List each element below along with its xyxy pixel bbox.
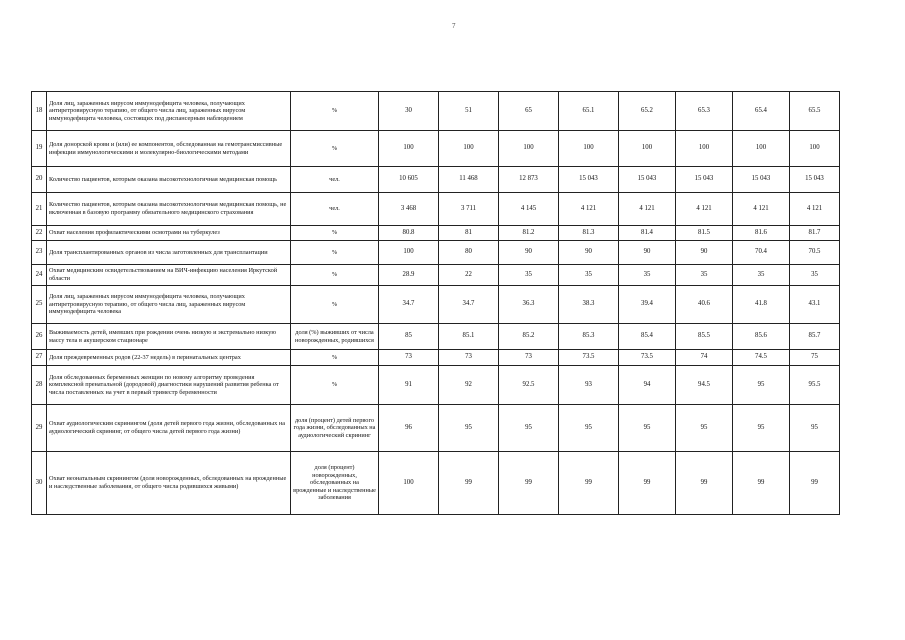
- value-cell: 15 043: [619, 167, 676, 193]
- value-cell: 28.9: [379, 265, 439, 286]
- value-cell: 65.4: [733, 92, 790, 131]
- value-cell: 85.2: [499, 324, 559, 350]
- unit-cell: чел.: [291, 167, 379, 193]
- table-row: [32, 452, 840, 515]
- unit-cell: %: [291, 366, 379, 405]
- value-cell: 74: [676, 350, 733, 366]
- value-cell: 15 043: [676, 167, 733, 193]
- value-cell: 35: [619, 265, 676, 286]
- unit-cell: %: [291, 92, 379, 131]
- value-cell: 95: [676, 405, 733, 452]
- value-cell: 41.8: [733, 286, 790, 324]
- unit-cell: %: [291, 350, 379, 366]
- value-cell: 4 121: [559, 193, 619, 226]
- value-cell: 81.2: [499, 226, 559, 241]
- row-number: 18: [32, 92, 47, 131]
- unit-cell: %: [291, 286, 379, 324]
- value-cell: 10 605: [379, 167, 439, 193]
- value-cell: 85.6: [733, 324, 790, 350]
- value-cell: 100: [379, 452, 439, 515]
- value-cell: 94: [619, 366, 676, 405]
- value-cell: 95: [559, 405, 619, 452]
- value-cell: 100: [676, 131, 733, 167]
- row-number: 24: [32, 265, 47, 286]
- value-cell: 73.5: [619, 350, 676, 366]
- table-row: [32, 193, 840, 226]
- value-cell: 65.1: [559, 92, 619, 131]
- value-cell: 99: [619, 452, 676, 515]
- value-cell: 90: [676, 241, 733, 265]
- value-cell: 36.3: [499, 286, 559, 324]
- value-cell: 35: [676, 265, 733, 286]
- indicator-name: Доля лиц, зараженных вирусом иммунодефицита человека, получающих антиретровирусную терапию, от общего числа лиц, зараженных вирусом иммунодефицита человека: [47, 286, 291, 324]
- value-cell: 81.5: [676, 226, 733, 241]
- indicator-name: Охват населения профилактическими осмотрами на туберкулез: [47, 226, 291, 241]
- value-cell: 90: [619, 241, 676, 265]
- value-cell: 73: [439, 350, 499, 366]
- row-number: 30: [32, 452, 47, 515]
- value-cell: 38.3: [559, 286, 619, 324]
- value-cell: 81: [439, 226, 499, 241]
- value-cell: 35: [559, 265, 619, 286]
- value-cell: 100: [733, 131, 790, 167]
- value-cell: 99: [439, 452, 499, 515]
- unit-cell: доля (процент) детей первого года жизни, обследованных на аудиологический скрининг: [291, 405, 379, 452]
- value-cell: 95: [619, 405, 676, 452]
- value-cell: 85: [379, 324, 439, 350]
- page-number: 7: [452, 22, 456, 30]
- value-cell: 30: [379, 92, 439, 131]
- value-cell: 95: [499, 405, 559, 452]
- value-cell: 94.5: [676, 366, 733, 405]
- value-cell: 92.5: [499, 366, 559, 405]
- value-cell: 40.6: [676, 286, 733, 324]
- row-number: 19: [32, 131, 47, 167]
- value-cell: 91: [379, 366, 439, 405]
- value-cell: 81.6: [733, 226, 790, 241]
- value-cell: 65.5: [790, 92, 840, 131]
- table-row: [32, 350, 840, 366]
- indicator-name: Доля лиц, зараженных вирусом иммунодефицита человека, получающих антиретровирусную терапию, от общего числа лиц, зараженных вирусом иммунодефицита человека, состоящих под диспансерным наблюдением: [47, 92, 291, 131]
- value-cell: 15 043: [733, 167, 790, 193]
- indicator-name: Количество пациентов, которым оказана высокотехнологичная медицинская помощь: [47, 167, 291, 193]
- value-cell: 80: [439, 241, 499, 265]
- value-cell: 95: [439, 405, 499, 452]
- table-row: [32, 286, 840, 324]
- indicator-name: Охват неонатальным скринингом (доля новорожденных, обследованных на врожденные и наследственные заболевания, от общего числа родившихся живыми): [47, 452, 291, 515]
- value-cell: 73: [379, 350, 439, 366]
- indicator-name: Охват медицинским освидетельствованием на ВИЧ-инфекцию населения Иркутской области: [47, 265, 291, 286]
- value-cell: 75: [790, 350, 840, 366]
- indicator-name: Выживаемость детей, имевших при рождении очень низкую и экстремально низкую массу тела в акушерском стационаре: [47, 324, 291, 350]
- value-cell: 90: [499, 241, 559, 265]
- value-cell: 4 121: [790, 193, 840, 226]
- row-number: 22: [32, 226, 47, 241]
- value-cell: 85.3: [559, 324, 619, 350]
- table-row: [32, 405, 840, 452]
- value-cell: 81.3: [559, 226, 619, 241]
- row-number: 21: [32, 193, 47, 226]
- indicator-name: Охват аудиологическим скринингом (доля детей первого года жизни, обследованных на аудиологический скрининг, от общего числа детей первого года жизни): [47, 405, 291, 452]
- value-cell: 65.2: [619, 92, 676, 131]
- value-cell: 4 121: [733, 193, 790, 226]
- value-cell: 85.5: [676, 324, 733, 350]
- value-cell: 100: [439, 131, 499, 167]
- value-cell: 15 043: [559, 167, 619, 193]
- value-cell: 100: [619, 131, 676, 167]
- value-cell: 81.4: [619, 226, 676, 241]
- value-cell: 4 145: [499, 193, 559, 226]
- value-cell: 100: [559, 131, 619, 167]
- indicator-name: Доля трансплантированных органов из числа заготовленных для трансплантации: [47, 241, 291, 265]
- table-row: [32, 366, 840, 405]
- value-cell: 11 468: [439, 167, 499, 193]
- value-cell: 99: [499, 452, 559, 515]
- value-cell: 90: [559, 241, 619, 265]
- row-number: 27: [32, 350, 47, 366]
- table-row: [32, 131, 840, 167]
- value-cell: 22: [439, 265, 499, 286]
- table-row: [32, 92, 840, 131]
- value-cell: 4 121: [619, 193, 676, 226]
- indicators-table: [31, 91, 840, 515]
- unit-cell: %: [291, 265, 379, 286]
- value-cell: 99: [676, 452, 733, 515]
- value-cell: 100: [379, 241, 439, 265]
- value-cell: 3 711: [439, 193, 499, 226]
- row-number: 28: [32, 366, 47, 405]
- value-cell: 100: [790, 131, 840, 167]
- value-cell: 4 121: [676, 193, 733, 226]
- table-row: [32, 226, 840, 241]
- value-cell: 80.8: [379, 226, 439, 241]
- value-cell: 74.5: [733, 350, 790, 366]
- value-cell: 39.4: [619, 286, 676, 324]
- value-cell: 35: [790, 265, 840, 286]
- unit-cell: чел.: [291, 193, 379, 226]
- value-cell: 95: [733, 405, 790, 452]
- value-cell: 34.7: [379, 286, 439, 324]
- value-cell: 34.7: [439, 286, 499, 324]
- table-row: [32, 241, 840, 265]
- value-cell: 81.7: [790, 226, 840, 241]
- row-number: 23: [32, 241, 47, 265]
- value-cell: 95: [733, 366, 790, 405]
- value-cell: 85.1: [439, 324, 499, 350]
- indicator-name: Количество пациентов, которым оказана высокотехнологичная медицинская помощь, не включенная в базовую программу обязательного медицинского страхования: [47, 193, 291, 226]
- unit-cell: %: [291, 226, 379, 241]
- row-number: 20: [32, 167, 47, 193]
- value-cell: 43.1: [790, 286, 840, 324]
- value-cell: 100: [379, 131, 439, 167]
- row-number: 29: [32, 405, 47, 452]
- value-cell: 51: [439, 92, 499, 131]
- value-cell: 73: [499, 350, 559, 366]
- value-cell: 35: [499, 265, 559, 286]
- value-cell: 70.5: [790, 241, 840, 265]
- value-cell: 99: [559, 452, 619, 515]
- unit-cell: %: [291, 241, 379, 265]
- value-cell: 93: [559, 366, 619, 405]
- value-cell: 95.5: [790, 366, 840, 405]
- value-cell: 85.4: [619, 324, 676, 350]
- table-row: [32, 265, 840, 286]
- value-cell: 73.5: [559, 350, 619, 366]
- value-cell: 99: [790, 452, 840, 515]
- value-cell: 99: [733, 452, 790, 515]
- value-cell: 65.3: [676, 92, 733, 131]
- value-cell: 100: [499, 131, 559, 167]
- value-cell: 70.4: [733, 241, 790, 265]
- table-row: [32, 167, 840, 193]
- unit-cell: доля (%) выживших от числа новорожденных, родившихся: [291, 324, 379, 350]
- indicator-name: Доля преждевременных родов (22-37 недель) в перинатальных центрах: [47, 350, 291, 366]
- row-number: 26: [32, 324, 47, 350]
- table-row: [32, 324, 840, 350]
- value-cell: 15 043: [790, 167, 840, 193]
- value-cell: 35: [733, 265, 790, 286]
- value-cell: 92: [439, 366, 499, 405]
- value-cell: 95: [790, 405, 840, 452]
- value-cell: 12 873: [499, 167, 559, 193]
- unit-cell: доля (процент) новорожденных, обследованных на врожденные и наследственные заболевания: [291, 452, 379, 515]
- unit-cell: %: [291, 131, 379, 167]
- row-number: 25: [32, 286, 47, 324]
- value-cell: 96: [379, 405, 439, 452]
- indicator-name: Доля донорской крови и (или) ее компонентов, обследованная на гемотрансмиссивные инфекции иммунологическими и молекулярно-биологическими методами: [47, 131, 291, 167]
- value-cell: 85.7: [790, 324, 840, 350]
- indicator-name: Доля обследованных беременных женщин по новому алгоритму проведения комплексной пренатальной (дородовой) диагностики нарушений развития ребенка от числа поставленных на учет в первый триместр беременности: [47, 366, 291, 405]
- value-cell: 65: [499, 92, 559, 131]
- value-cell: 3 468: [379, 193, 439, 226]
